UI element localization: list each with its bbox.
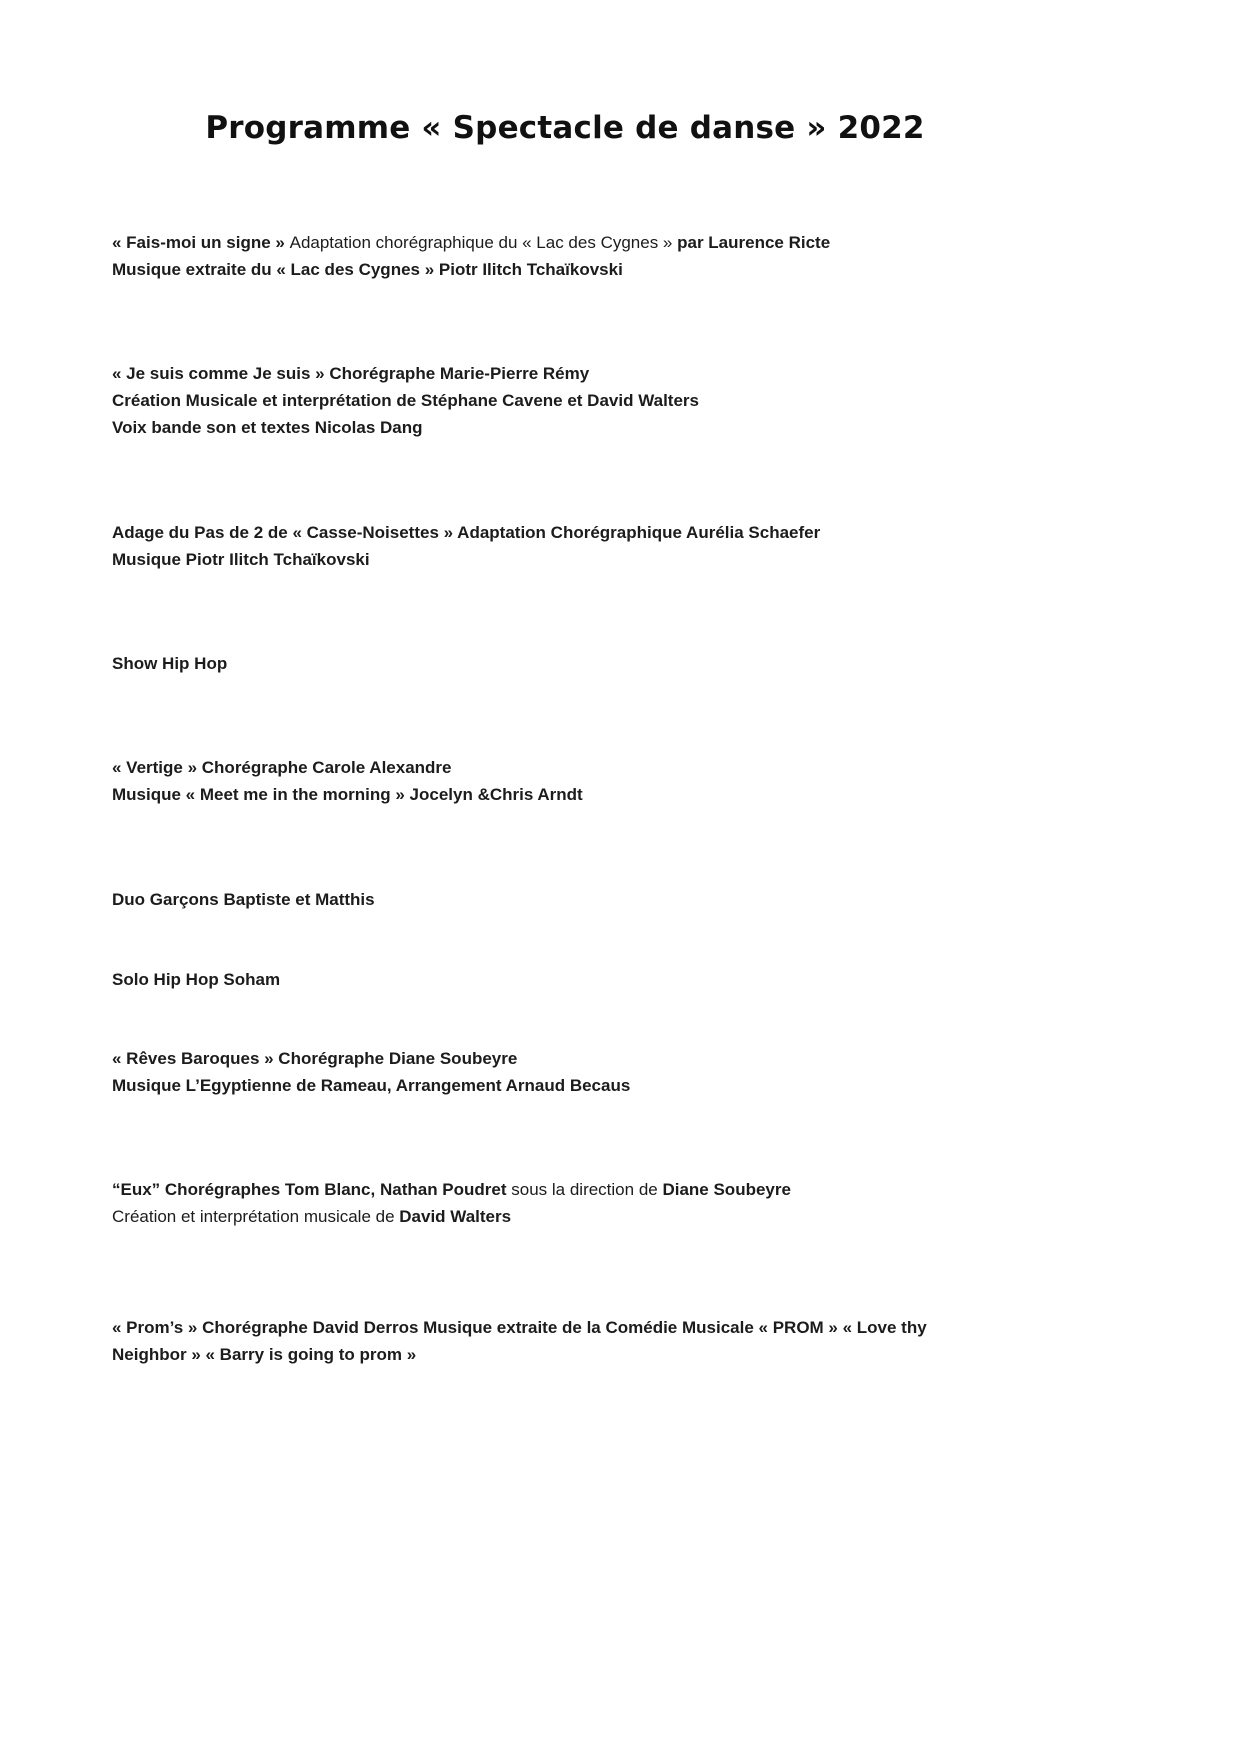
entry-text: par Laurence Ricte xyxy=(677,233,831,252)
entry-line xyxy=(112,650,1112,677)
entry-line xyxy=(112,546,1112,573)
entry-text: Adaptation Chorégraphique Aurélia Schaefer xyxy=(457,523,821,542)
entry-text: Musique « Meet me in the morning » Jocelyn &Chris Arndt xyxy=(112,785,583,804)
programme-entry-solo-hip-hop xyxy=(112,966,1112,993)
programme-entry-je-suis-comme-je-suis xyxy=(112,360,1112,441)
entry-text: Création Musicale et interprétation de Stéphane Cavene et David Walters xyxy=(112,391,699,410)
entry-line xyxy=(112,519,1112,546)
entry-text: sous la direction de xyxy=(511,1180,663,1199)
entry-text: Solo Hip Hop Soham xyxy=(112,970,281,989)
entry-text: « Fais-moi un signe » xyxy=(112,233,290,252)
entry-line xyxy=(112,781,1112,808)
entry-text: Adage du Pas de 2 de « Casse-Noisettes » xyxy=(112,523,458,542)
entry-line xyxy=(112,1072,1112,1099)
programme-entry-lac-des-cygnes xyxy=(112,229,1112,283)
entry-line xyxy=(112,229,1112,256)
entry-line xyxy=(112,1341,1112,1368)
entry-text: Neighbor » « Barry is going to prom » xyxy=(112,1345,417,1364)
entry-text: Diane Soubeyre xyxy=(662,1180,791,1199)
programme-entry-reves-baroques xyxy=(112,1045,1112,1099)
entry-text: « Rêves Baroques » Chorégraphe Diane Soubeyre xyxy=(112,1049,518,1068)
entry-text: « Vertige » Chorégraphe Carole Alexandre xyxy=(112,758,452,777)
programme-entry-show-hip-hop xyxy=(112,650,1112,677)
entry-line xyxy=(112,414,1112,441)
entry-text: Adaptation chorégraphique du « Lac des Cygnes » xyxy=(289,233,678,252)
entry-line xyxy=(112,886,1112,913)
entry-line xyxy=(112,387,1112,414)
entry-text: Show Hip Hop xyxy=(112,654,228,673)
programme-entry-vertige xyxy=(112,754,1112,808)
entry-text: « Je suis comme Je suis » xyxy=(112,364,330,383)
entry-line xyxy=(112,360,1112,387)
entry-line xyxy=(112,754,1112,781)
page-title: Programme « Spectacle de danse » 2022 xyxy=(205,110,925,146)
entry-text: « Prom’s » Chorégraphe David Derros Musique extraite de la Comédie Musicale « PROM » « Love thy xyxy=(112,1318,927,1337)
entry-text: Voix bande son et textes Nicolas Dang xyxy=(112,418,423,437)
entry-text: Chorégraphe Marie-Pierre Rémy xyxy=(329,364,590,383)
entry-line xyxy=(112,256,1112,283)
entry-text: Création et interprétation musicale de xyxy=(112,1207,400,1226)
entry-line xyxy=(112,1176,1112,1203)
programme-entry-eux xyxy=(112,1176,1112,1230)
entry-line xyxy=(112,1203,1112,1230)
programme-entry-duo-garcons xyxy=(112,886,1112,913)
entry-line xyxy=(112,1314,1112,1341)
entry-text: Duo Garçons Baptiste et Matthis xyxy=(112,890,375,909)
entry-text: David Walters xyxy=(399,1207,512,1226)
entry-text: Musique Piotr Ilitch Tchaïkovski xyxy=(112,550,370,569)
programme-entry-casse-noisettes xyxy=(112,519,1112,573)
programme-entry-proms xyxy=(112,1314,1112,1368)
entry-text: “Eux” xyxy=(112,1180,165,1199)
entry-text: Chorégraphes Tom Blanc, Nathan Poudret xyxy=(164,1180,512,1199)
entry-line xyxy=(112,966,1112,993)
entry-text: Musique L’Egyptienne de Rameau, Arrangement Arnaud Becaus xyxy=(112,1076,631,1095)
entry-text: Musique extraite du « Lac des Cygnes » Piotr Ilitch Tchaïkovski xyxy=(112,260,623,279)
entry-line xyxy=(112,1045,1112,1072)
